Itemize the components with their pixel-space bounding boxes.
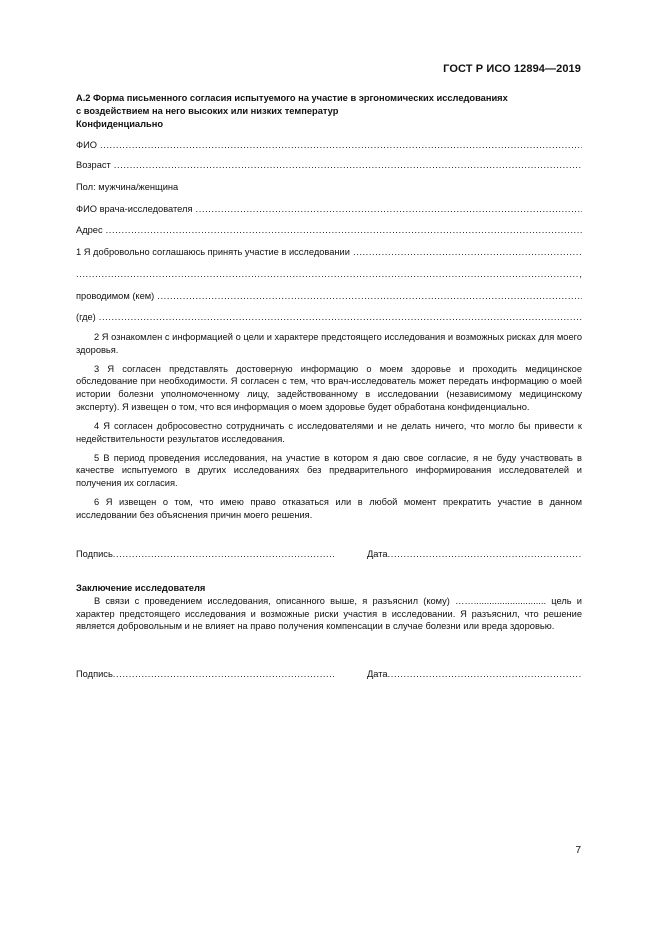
confidential-label: Конфиденциально (76, 118, 164, 129)
by-whom-label: проводимом (кем) (76, 291, 155, 301)
researcher-conclusion (76, 582, 582, 633)
paragraph-5: 5 В период проведения исследования, на участие в котором я даю свое согласие, я не буду участвовать в качестве испытуемого в других исследованиях без предварительного информирования исследователей и получения их согласия. (76, 452, 582, 489)
researcher-signature-row (76, 668, 582, 681)
doctor-field (76, 203, 582, 216)
researcher-date-blank[interactable] (388, 668, 582, 681)
subject-signature-row (76, 548, 582, 561)
fio-blank[interactable] (100, 139, 582, 152)
age-field (76, 159, 582, 172)
researcher-date (367, 668, 582, 681)
conclusion-title: Заключение исследователя (76, 583, 206, 593)
subject-date (367, 548, 582, 561)
researcher-signature-label: Подпись (76, 669, 113, 679)
age-label: Возраст (76, 160, 111, 170)
where-field (76, 311, 582, 324)
address-field (76, 224, 582, 237)
subject-date-label: Дата (367, 549, 388, 559)
paragraph-2: 2 Я ознакомлен с информацией о цели и характере предстоящего исследования и возможных рисках для моего здоровья. (76, 332, 582, 355)
consent1-blank[interactable] (353, 246, 582, 259)
form-heading (76, 92, 582, 130)
standard-header: ГОСТ Р ИСО 12894—2019 (443, 63, 581, 75)
where-blank[interactable] (99, 311, 582, 324)
subject-signature-blank[interactable] (113, 548, 334, 561)
paragraph-3: 3 Я согласен представлять достоверную информацию о моем здоровье и проходить медицинское обследование при необходимости. Я согласен с тем, что врач-исследователь может передать информацию о моей истории болезни уполномоченному лицу, задействованному в исследовании (независимому медицинскому эксперту). Я извещен о том, что вся информация о моем здоровье будет обработана конфиденциально. (76, 363, 582, 413)
consent1-label: 1 Я добровольно соглашаюсь принять участие в исследовании (76, 247, 350, 257)
consent1-continuation-blank[interactable] (76, 268, 579, 281)
subject-signature-label: Подпись (76, 549, 113, 559)
by-whom-blank[interactable] (157, 290, 582, 303)
fio-label: ФИО (76, 140, 97, 150)
paragraph-4: 4 Я согласен добросовестно сотрудничать с исследователями и не делать ничего, что могло бы привести к недействительности результатов исследования. (76, 420, 582, 444)
age-blank[interactable] (114, 159, 582, 172)
fio-field (76, 139, 582, 152)
sex-label: Пол: мужчина/женщина (76, 182, 179, 192)
researcher-signature-blank[interactable] (113, 668, 334, 681)
subject-date-blank[interactable] (388, 548, 582, 561)
doctor-blank[interactable] (196, 203, 582, 216)
page-number: 7 (575, 845, 581, 856)
doctor-label: ФИО врача-исследователя (76, 204, 193, 214)
researcher-date-label: Дата (367, 669, 388, 679)
consent1-comma: , (579, 269, 582, 279)
conclusion-text: В связи с проведением исследования, описанного выше, я разъяснил (кому) ……............................ цель и характер предстоящего исследования и возможные риски участия в исследовании. Я разъяснил, что решение является добровольным и не влияет на право получения компенсации в случае болезни или вреда здоровью. (76, 595, 582, 632)
form-title-line2: с воздействием на него высоких или низких температур (76, 105, 339, 116)
consent-paragraphs (76, 331, 582, 522)
address-blank[interactable] (106, 224, 582, 237)
address-label: Адрес (76, 225, 103, 235)
where-label: (где) (76, 312, 96, 322)
sex-field (76, 181, 582, 194)
paragraph-6: 6 Я извещен о том, что имею право отказаться или в любой момент прекратить участие в данном исследовании без объяснения причин моего решения. (76, 497, 582, 520)
researcher-signature (76, 668, 334, 681)
by-whom-field (76, 290, 582, 303)
form-title-line1: А.2 Форма письменного согласия испытуемого на участие в эргономических исследованиях (76, 93, 508, 103)
subject-signature (76, 548, 334, 561)
consent1-continuation (76, 268, 582, 281)
consent1-field (76, 246, 582, 259)
